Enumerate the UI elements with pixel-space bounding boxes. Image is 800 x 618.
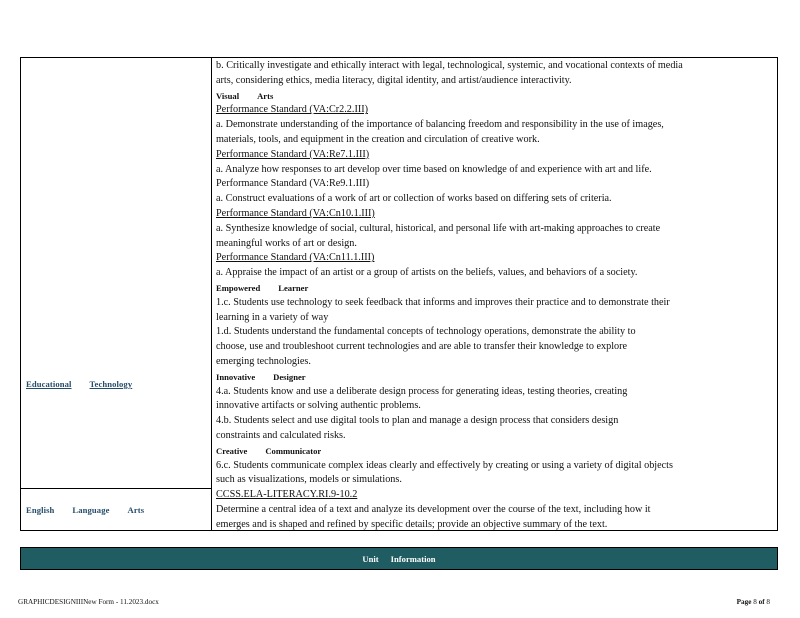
footer-filename: GRAPHICDESIGNIIINew Form - 11.2023.docx: [18, 598, 159, 606]
subheading-empowered-learner: Empowered Learner: [216, 282, 309, 293]
text-line: a. Construct evaluations of a work of art or collection of works based on differing sets of criteria.: [216, 193, 612, 205]
text-line: learning in a variety of way: [216, 311, 329, 323]
standards-text: [216, 59, 768, 533]
performance-standard-label: Performance Standard (VA:Re9.1.III): [216, 178, 370, 190]
standards-table: [20, 57, 778, 531]
subheading-visual-arts: Visual Arts: [216, 90, 274, 101]
performance-standard-link[interactable]: Performance Standard (VA:Cn11.1.III): [216, 252, 375, 264]
performance-standard-link[interactable]: Performance Standard (VA:Cr2.2.III): [216, 104, 369, 116]
subheading-innovative-designer: Innovative Designer: [216, 371, 306, 382]
label-educational-technology: Educational Technology: [26, 379, 133, 389]
unit-information-header: Unit Information: [20, 547, 778, 570]
subject-column: [21, 58, 211, 530]
text-line: a. Appraise the impact of an artist or a group of artists on the beliefs, values, and behaviors of a society.: [216, 267, 638, 279]
performance-standard-link[interactable]: Performance Standard (VA:Cn10.1.III): [216, 207, 375, 219]
text-line: innovative artifacts or solving authentic problems.: [216, 400, 421, 412]
text-line: choose, use and troubleshoot current technologies and are able to transfer their knowledge to explore: [216, 341, 628, 353]
text-line: 1.d. Students understand the fundamental concepts of technology operations, demonstrate the ability to: [216, 326, 636, 338]
footer-page-number: Page 8 of 8: [736, 598, 770, 606]
text-line: a. Synthesize knowledge of social, cultural, historical, and personal life with art-making approaches to create: [216, 222, 661, 234]
text-line: b. Critically investigate and ethically interact with legal, technological, systemic, and vocational contexts of media: [216, 60, 683, 71]
ccss-standard-link[interactable]: CCSS.ELA-LITERACY.RI.9-10.2: [216, 489, 358, 501]
text-line: 1.c. Students use technology to seek feedback that informs and improves their practice and to demonstrate their: [216, 296, 670, 308]
column-divider: [211, 58, 212, 530]
text-line: meaningful works of art or design.: [216, 237, 357, 249]
text-line: materials, tools, and equipment in the creation and circulation of creative work.: [216, 133, 540, 145]
text-line: a. Demonstrate understanding of the importance of balancing freedom and responsibility in the use of images,: [216, 119, 664, 131]
subheading-creative-communicator: Creative Communicator: [216, 445, 322, 456]
label-english-language-arts: English Language Arts: [26, 505, 145, 515]
row-divider: [21, 488, 211, 489]
text-line: 4.b. Students select and use digital tools to plan and manage a design process that considers design: [216, 415, 619, 427]
text-line: such as visualizations, models or simulations.: [216, 474, 402, 486]
text-line: constraints and calculated risks.: [216, 429, 346, 441]
text-line: emerges and is shaped and refined by specific details; provide an objective summary of the text.: [216, 518, 608, 530]
text-line: a. Analyze how responses to art develop over time based on knowledge of and experience with art and life.: [216, 163, 652, 175]
text-line: 4.a. Students know and use a deliberate design process for generating ideas, testing theories, creating: [216, 385, 628, 397]
text-line: emerging technologies.: [216, 355, 311, 367]
text-line: arts, considering ethics, media literacy, digital identity, and artist/audience interactivity.: [216, 74, 572, 86]
performance-standard-link[interactable]: Performance Standard (VA:Re7.1.III): [216, 148, 370, 160]
text-line: Determine a central idea of a text and analyze its development over the course of the text, including how it: [216, 503, 651, 515]
text-line: 6.c. Students communicate complex ideas clearly and effectively by creating or using a variety of digital objects: [216, 459, 673, 471]
